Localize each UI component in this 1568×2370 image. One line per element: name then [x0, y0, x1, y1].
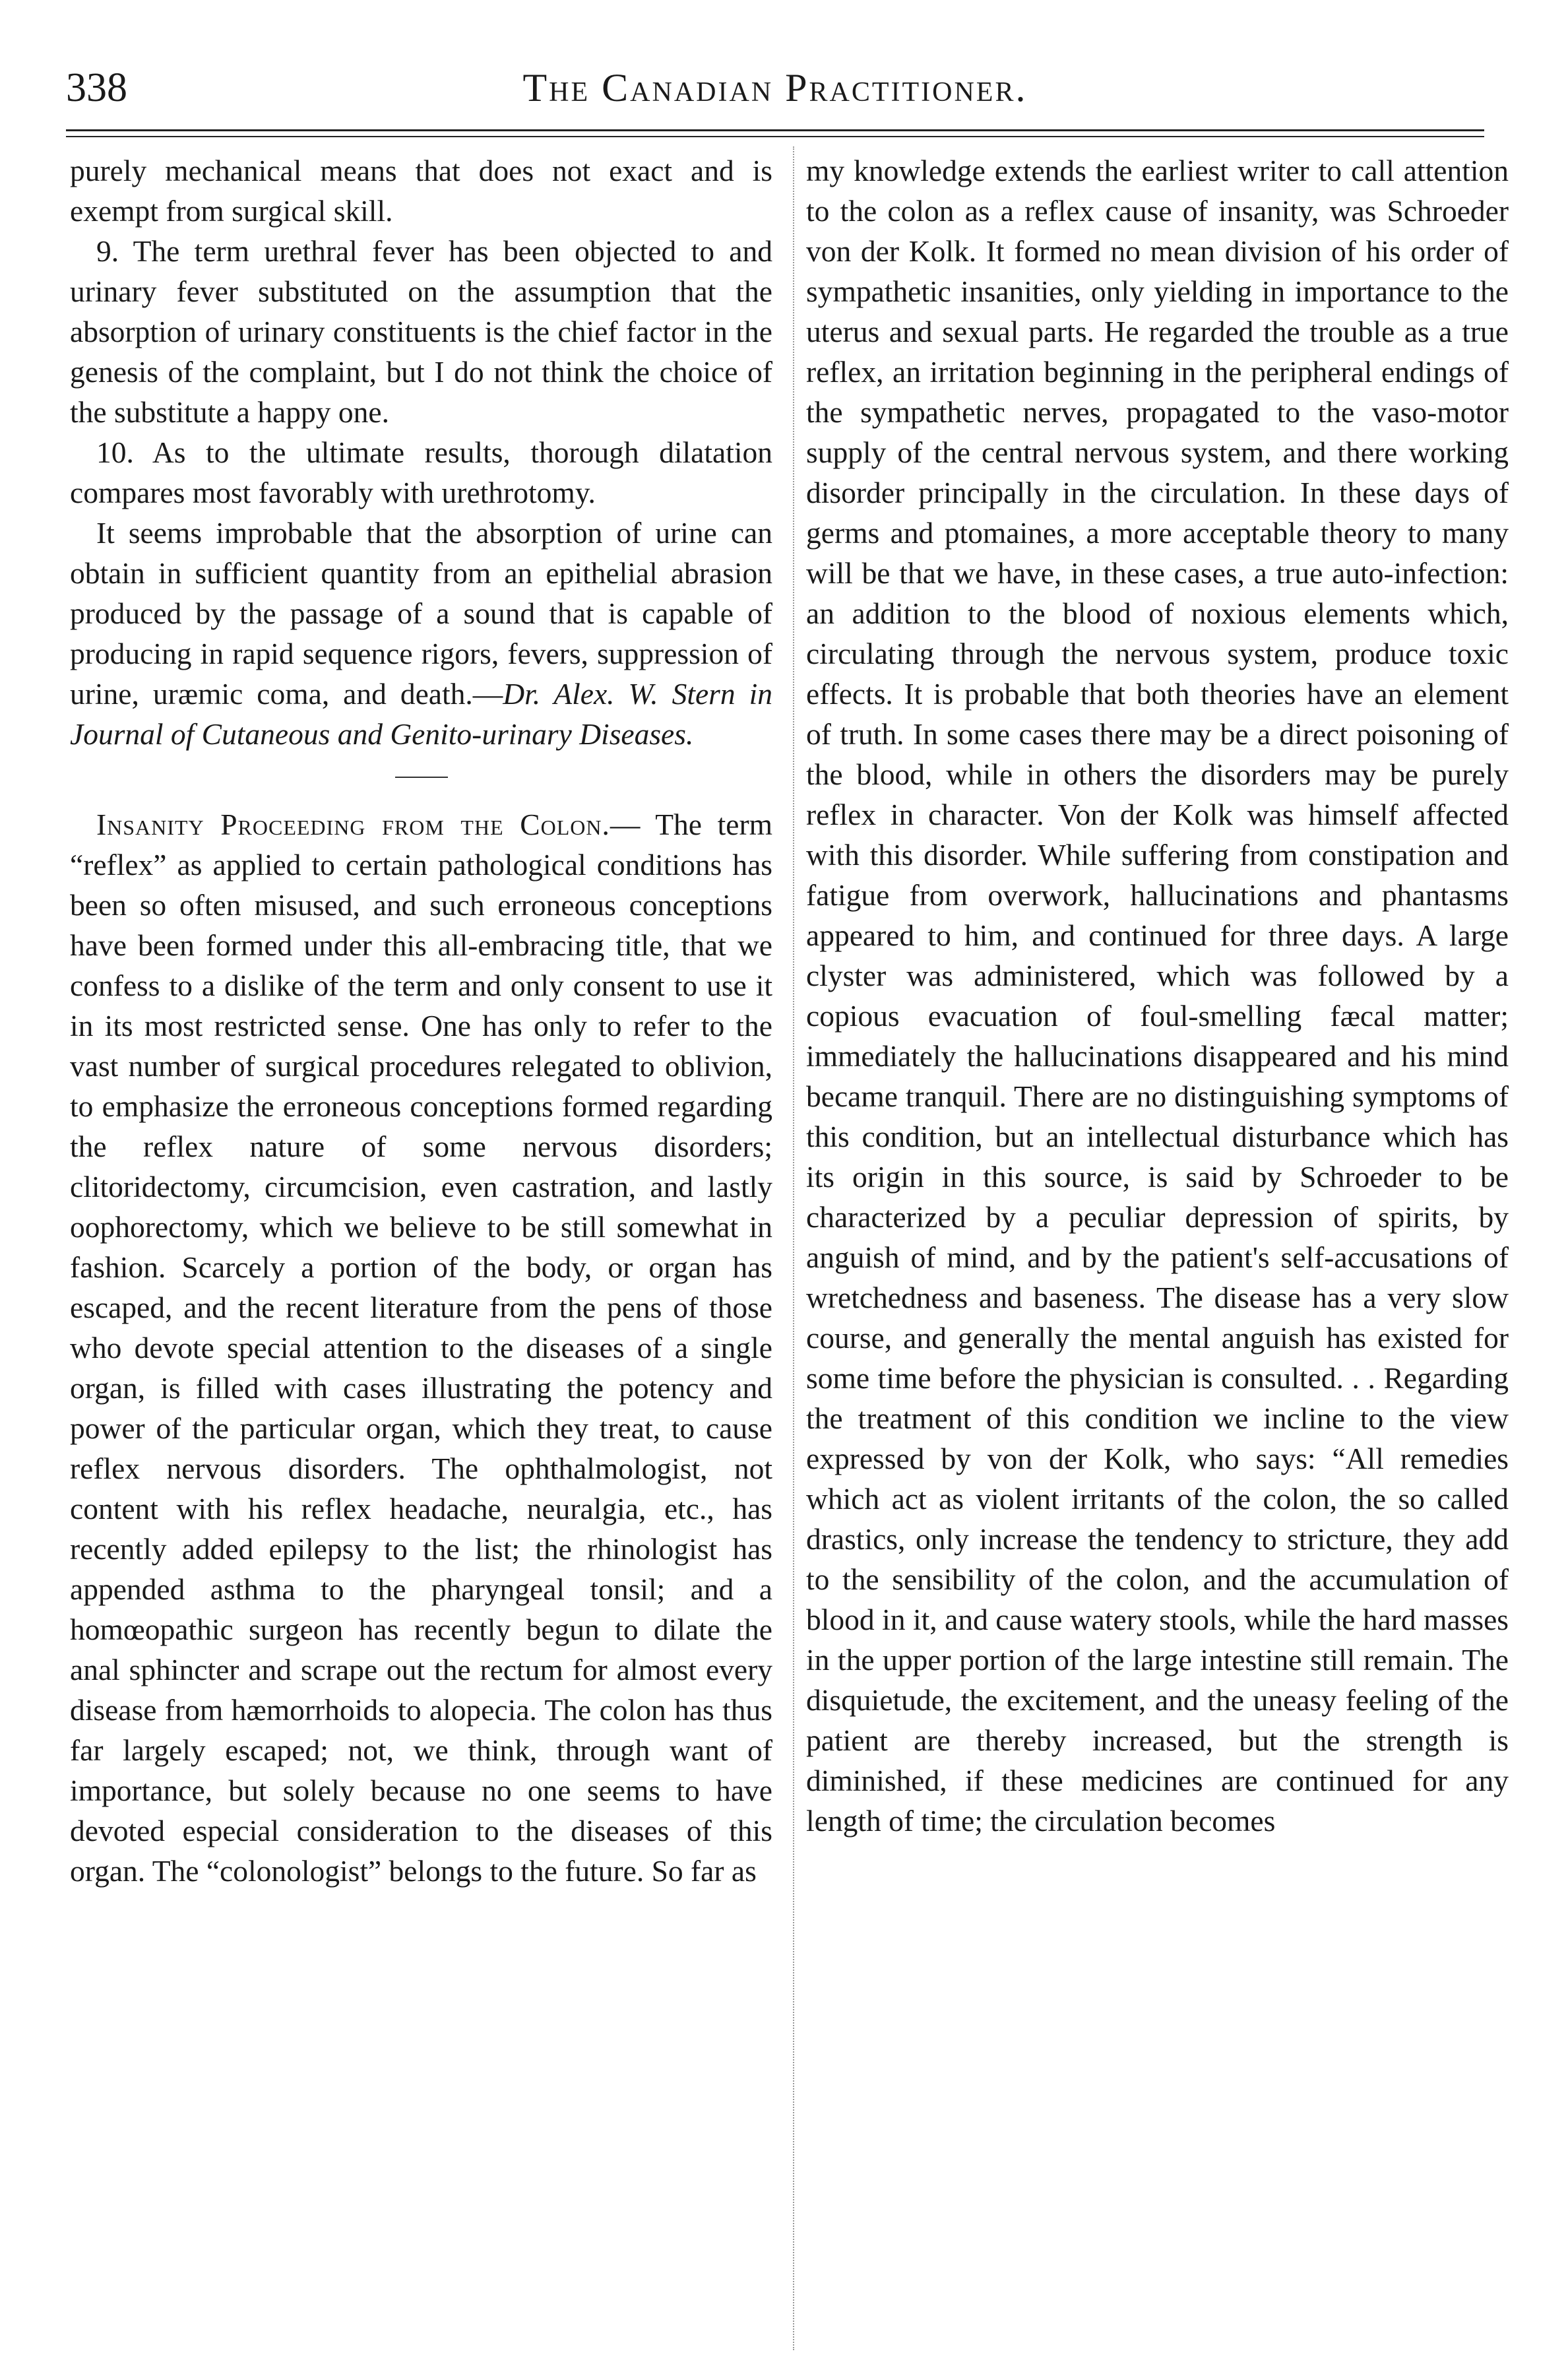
- page-number: 338: [66, 65, 127, 110]
- section-title: Insanity Proceeding from the Colon.: [96, 808, 610, 841]
- right-column: [806, 150, 1509, 1841]
- header-rule-top: [66, 129, 1484, 131]
- column-divider: [793, 146, 794, 2350]
- continued-paragraph-right: my knowledge extends the earliest writer to call attention to the colon as a reflex cause of insanity, was Schroeder von der Kolk. It formed no mean division of his order of sympathetic insanities, only yielding in importance to the uterus and sexual parts. He regarded the trouble as a true reflex, an irritation beginning in the peripheral endings of the sympathetic nerves, propagated to the vaso-motor supply of the central nervous system, and there working disorder principally in the circulation. In these days of germs and ptomaines, a more acceptable theory to many will be that we have, in these cases, a true auto-infection: an addition to the blood of noxious elements which, circulating through the nervous system, produce toxic effects. It is probable that both theories have an element of truth. In some cases there may be a direct poisoning of the blood, while in others the disorders may be purely reflex in character. Von der Kolk was himself affected with this disorder. While suffering from constipation and fatigue from overwork, hallucinations and phantasms appeared to him, and continued for three days. A large clyster was administered, which was followed by a copious evacuation of foul-smelling fæcal matter; immediately the hallucinations disappeared and his mind became tranquil. There are no distinguishing symptoms of this condition, but an intellectual disturbance which has its origin in this source, is said by Schroeder to be characterized by a peculiar depression of spirits, by anguish of mind, and by the patient's self-accusations of wretchedness and baseness. The disease has a very slow course, and generally the mental anguish has existed for some time before the physician is consulted. . . Regarding the treatment of this condition we incline to the view expressed by von der Kolk, who says: “All remedies which act as violent irritants of the colon, the so called drastics, only increase the tendency to stricture, they add to the sensibility of the colon, and the accumulation of blood in it, and cause watery stools, while the hard masses in the upper portion of the large intestine still remain. The disquietude, the excitement, and the uneasy feeling of the patient are thereby increased, but the strength is diminished, if these medicines are continued for any length of time; the circulation becomes: [806, 154, 1509, 1838]
- paragraph-10: 10. As to the ultimate results, thorough dilatation compares most favorably with urethrotomy.: [70, 435, 772, 509]
- header-rule-bottom: [66, 136, 1484, 137]
- citation: Dr. Alex. W. Stern in Journal of Cutaneous and Genito-urinary Diseases.: [70, 677, 772, 751]
- page-header: [66, 58, 1484, 117]
- left-column: [70, 150, 772, 1891]
- running-title: The Canadian Practitioner.: [522, 66, 1028, 110]
- continued-paragraph: purely mechanical means that does not exact and is exempt from surgical skill.: [70, 154, 772, 228]
- section-divider: [395, 777, 448, 778]
- paragraph-absorption: It seems improbable that the absorption of urine can obtain in sufficient quantity from an epithelial abrasion produced by the passage of a sound that is capable of producing in rapid sequence rigors, fevers, suppression of urine, uræmic coma, and death.—Dr. Alex. W. Stern in Journal of Cutaneous and Genito-urinary Diseases.: [70, 516, 772, 751]
- absorption-text: It seems improbable that the absorption of urine can obtain in sufficient quantity from an epithelial abrasion produced by the passage of a sound that is capable of producing in rapid sequence rigors, fevers, suppression of urine, uræmic coma, and death.: [70, 516, 772, 711]
- section-body: The term “reflex” as applied to certain pathological conditions has been so often misused, and such erroneous conceptions have been formed under this all-embracing title, that we confess to a dislike of the term and only consent to use it in its most restricted sense. One has only to refer to the vast number of surgical procedures relegated to oblivion, to emphasize the erroneous conceptions formed regarding the reflex nature of some nervous disorders; clitoridectomy, circumcision, even castration, and lastly oophorectomy, which we believe to be still somewhat in fashion. Scarcely a portion of the body, or organ has escaped, and the recent literature from the pens of those who devote special attention to the diseases of a single organ, is filled with cases illustrating the potency and power of the particular organ, which they treat, to cause reflex nervous disorders. The ophthalmologist, not content with his reflex headache, neuralgia, etc., has recently added epilepsy to the list; the rhinologist has appended asthma to the pharyngeal tonsil; and a homœopathic surgeon has recently begun to dilate the anal sphincter and scrape out the rectum for almost every disease from hæmorrhoids to alopecia. The colon has thus far largely escaped; not, we think, through want of importance, but solely because no one seems to have devoted especial consideration to the diseases of this organ. The “colonologist” belongs to the future. So far as: [70, 808, 773, 1888]
- paragraph-9: 9. The term urethral fever has been objected to and urinary fever substituted on the assumption that the absorption of urinary constituents is the chief factor in the genesis of the complaint, but I do not think the choice of the substitute a happy one.: [70, 234, 772, 429]
- section-colon-insanity: Insanity Proceeding from the Colon.— The term “reflex” as applied to certain pathological conditions has been so often misused, and such erroneous conceptions have been formed under this all-embracing title, that we confess to a dislike of the term and only consent to use it in its most restricted sense. One has only to refer to the vast number of surgical procedures relegated to oblivion, to emphasize the erroneous conceptions formed regarding the reflex nature of some nervous disorders; clitoridectomy, circumcision, even castration, and lastly oophorectomy, which we believe to be still somewhat in fashion. Scarcely a portion of the body, or organ has escaped, and the recent literature from the pens of those who devote special attention to the diseases of a single organ, is filled with cases illustrating the potency and power of the particular organ, which they treat, to cause reflex nervous disorders. The ophthalmologist, not content with his reflex headache, neuralgia, etc., has recently added epilepsy to the list; the rhinologist has appended asthma to the pharyngeal tonsil; and a homœopathic surgeon has recently begun to dilate the anal sphincter and scrape out the rectum for almost every disease from hæmorrhoids to alopecia. The colon has thus far largely escaped; not, we think, through want of importance, but solely because no one seems to have devoted especial consideration to the diseases of this organ. The “colonologist” belongs to the future. So far as: [70, 808, 773, 1888]
